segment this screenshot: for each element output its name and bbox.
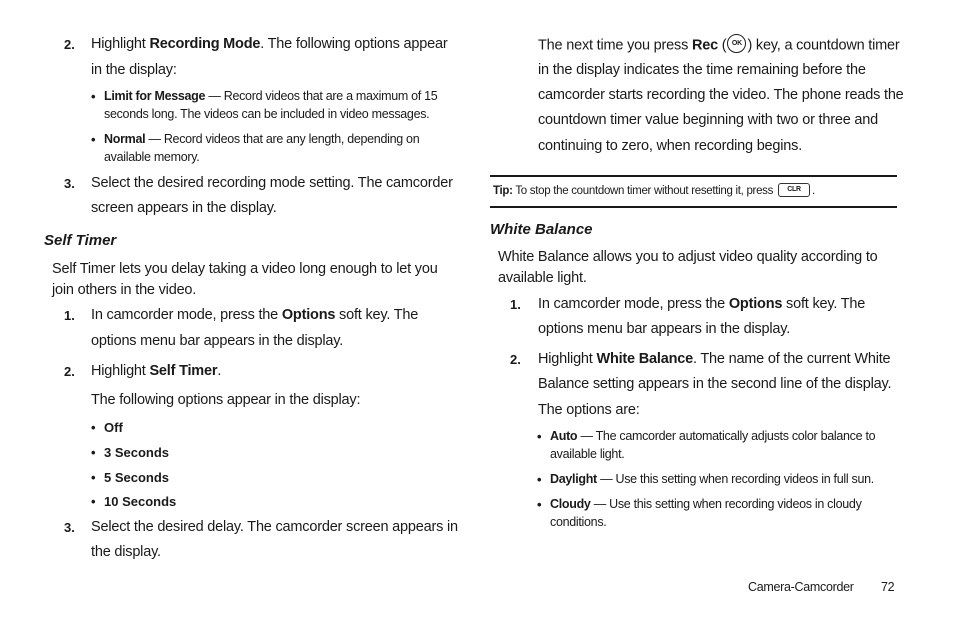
section-heading-white-balance: White Balance bbox=[490, 221, 593, 238]
bullet: • bbox=[91, 89, 96, 104]
timer-option: 10 Seconds bbox=[104, 494, 177, 509]
clr-key-icon: CLR bbox=[778, 183, 810, 197]
paragraph: White Balance allows you to adjust video quality according to bbox=[498, 249, 878, 265]
page-number: 72 bbox=[881, 580, 895, 594]
bullet-item-limit-cont: seconds long. The videos can be included in video messages. bbox=[104, 107, 430, 121]
step-number: 2. bbox=[64, 364, 75, 379]
timer-option: 5 Seconds bbox=[104, 470, 170, 485]
bullet-item-auto: Auto — The camcorder automatically adjusts color balance to bbox=[550, 429, 876, 443]
step-text: Balance setting appears in the second line of the display. bbox=[538, 376, 892, 392]
bullet: • bbox=[537, 497, 542, 512]
step-text: Highlight Recording Mode. The following options appear bbox=[91, 36, 448, 52]
paragraph: camcorder starts recording the video. The phone reads the bbox=[538, 87, 904, 103]
paragraph: The next time you press Rec ( OK ) key, a countdown timer bbox=[538, 36, 900, 55]
step-text: in the display: bbox=[91, 62, 177, 78]
timer-option: Off bbox=[104, 420, 123, 435]
step-text: Select the desired delay. The camcorder screen appears in bbox=[91, 519, 458, 535]
step-text: The options are: bbox=[538, 402, 640, 418]
bullet: • bbox=[91, 470, 96, 485]
bullet-item-cloudy-cont: conditions. bbox=[550, 515, 607, 529]
bullet-item-daylight: Daylight — Use this setting when recording videos in full sun. bbox=[550, 472, 874, 486]
bullet-item-limit: Limit for Message — Record videos that are a maximum of 15 bbox=[104, 89, 438, 103]
step-number: 3. bbox=[64, 520, 75, 535]
ok-key-icon: OK bbox=[727, 34, 746, 53]
tip-top-rule bbox=[490, 175, 897, 177]
step-text: In camcorder mode, press the Options soft key. The bbox=[538, 296, 866, 312]
step-text: In camcorder mode, press the Options soft key. The bbox=[91, 307, 419, 323]
paragraph: continuing to zero, when recording begins. bbox=[538, 138, 803, 154]
step-number: 2. bbox=[64, 37, 75, 52]
bullet: • bbox=[537, 429, 542, 444]
bullet-item-normal: Normal — Record videos that are any length, depending on bbox=[104, 132, 420, 146]
bullet: • bbox=[91, 132, 96, 147]
step-text: Highlight Self Timer. bbox=[91, 363, 222, 379]
bullet-item-cloudy: Cloudy — Use this setting when recording videos in cloudy bbox=[550, 497, 862, 511]
step-text: Highlight White Balance. The name of the current White bbox=[538, 351, 891, 367]
step-text: options menu bar appears in the display. bbox=[538, 321, 791, 337]
bullet-item-auto-cont: available light. bbox=[550, 447, 625, 461]
step-text: the display. bbox=[91, 544, 161, 560]
bullet: • bbox=[91, 494, 96, 509]
step-text: The following options appear in the display: bbox=[91, 392, 361, 408]
bullet-item-normal-cont: available memory. bbox=[104, 150, 200, 164]
paragraph: available light. bbox=[498, 270, 587, 286]
timer-option: 3 Seconds bbox=[104, 445, 170, 460]
tip-note: Tip: To stop the countdown timer without resetting it, press CLR . bbox=[493, 184, 815, 198]
paragraph: in the display indicates the time remaining before the bbox=[538, 62, 866, 78]
step-number: 2. bbox=[510, 352, 521, 367]
step-number: 1. bbox=[510, 297, 521, 312]
step-number: 1. bbox=[64, 308, 75, 323]
tip-bottom-rule bbox=[490, 206, 897, 208]
step-text: options menu bar appears in the display. bbox=[91, 333, 344, 349]
step-number: 3. bbox=[64, 176, 75, 191]
step-text: screen appears in the display. bbox=[91, 200, 277, 216]
paragraph: countdown timer value beginning with two or three and bbox=[538, 112, 879, 128]
bullet: • bbox=[91, 445, 96, 460]
bullet: • bbox=[537, 472, 542, 487]
footer-section-name: Camera-Camcorder bbox=[748, 580, 854, 594]
section-heading-self-timer: Self Timer bbox=[44, 232, 117, 249]
step-text: Select the desired recording mode setting. The camcorder bbox=[91, 175, 453, 191]
paragraph: Self Timer lets you delay taking a video long enough to let you bbox=[52, 261, 438, 277]
paragraph: join others in the video. bbox=[52, 282, 197, 298]
bullet: • bbox=[91, 420, 96, 435]
